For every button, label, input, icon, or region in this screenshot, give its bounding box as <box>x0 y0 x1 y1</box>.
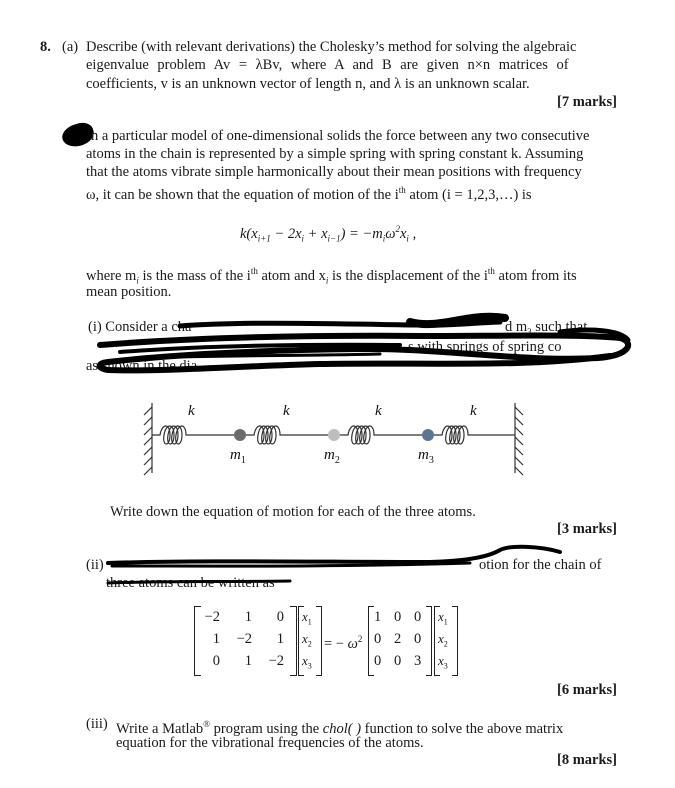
part-ii-label: (ii) <box>86 557 104 573</box>
mass-label-3: $m_3$ <box>418 447 434 466</box>
part-i-marks: [3 marks] <box>557 521 618 537</box>
equation-text: k(x <box>240 225 258 242</box>
part-i-instruction: Write down the equation of motion for each of the three atoms. <box>110 504 476 520</box>
question-number: 8. <box>40 39 51 55</box>
mass-label-1: $m_1$ <box>230 447 246 466</box>
rm-1-2: 0 <box>414 631 422 647</box>
rm-2-1: 0 <box>394 653 402 669</box>
where-part-2: is the mass of the i <box>138 267 251 284</box>
spring-label-4: k <box>470 403 477 419</box>
part-a-marks: [7 marks] <box>557 94 618 110</box>
lm-1-1: −2 <box>236 631 252 647</box>
where-part-4: is the displacement of the i <box>328 267 488 284</box>
part-iii-text-a: Write a Matlab <box>116 720 204 737</box>
part-ii-visible-end: otion for the chain of <box>479 557 602 573</box>
left-matrix-bracket-r <box>290 606 297 676</box>
lm-1-2: 1 <box>276 631 284 647</box>
x2-1: $x_1$ <box>438 609 448 627</box>
where-part-3: atom and x <box>257 267 326 284</box>
mass-label-2: $m_2$ <box>324 447 340 466</box>
part-i-mid: d $m_3$ such that <box>505 319 588 337</box>
x-1: $x_1$ <box>302 609 312 627</box>
part-i-start: (i) Consider a cha <box>88 319 192 335</box>
part-b-line-4-text: ω, it can be shown that the equation of motion of the i <box>86 186 399 203</box>
rm-2-2: 3 <box>414 653 422 669</box>
lm-2-1: 1 <box>244 653 252 669</box>
x-vector-bracket-r <box>316 606 322 676</box>
spring-label-2: k <box>283 403 290 419</box>
lm-0-0: −2 <box>204 609 220 625</box>
part-iii-line-2: equation for the vibrational frequencies of the atoms. <box>116 735 424 751</box>
lm-0-2: 0 <box>276 609 284 625</box>
where-line-2: mean position. <box>86 284 172 300</box>
part-i-mid-text: d m <box>505 319 528 335</box>
part-b-line-4-end: atom (i = 1,2,3,…) is <box>405 186 532 203</box>
chol-function: chol( ) <box>322 720 362 737</box>
x2-3: $x_3$ <box>438 653 448 671</box>
part-b-line-2: atoms in the chain is represented by a simple spring with spring constant k. Assuming <box>86 146 584 162</box>
x2-2: $x_2$ <box>438 631 448 649</box>
lm-0-1: 1 <box>244 609 252 625</box>
part-a-line-3: coefficients, v is an unknown vector of length n, and λ is an unknown scalar. <box>86 76 530 92</box>
part-iii-text-b: program using the <box>210 720 323 737</box>
part-i-mid-text-2: such that <box>531 319 588 335</box>
rm-1-0: 0 <box>374 631 382 647</box>
part-i-line-3: as shown in the dia <box>86 358 198 374</box>
part-ii-line-2: three atoms can be written as <box>106 575 275 591</box>
matrix-equation <box>190 606 480 676</box>
part-iii-marks: [8 marks] <box>557 752 618 768</box>
spring-label-1: k <box>188 403 195 419</box>
x-vector-2-bracket-r <box>452 606 458 676</box>
equation-of-motion: $k(x_{i+1} - 2x_i + x_{i-1}) = -m_i\omega^2x_i$ , <box>240 224 417 244</box>
right-matrix-bracket-r <box>426 606 432 676</box>
part-a-line-2: eigenvalue problem Av = λBv, where A and B are given n×n matrices of <box>86 57 569 73</box>
lm-2-2: −2 <box>268 653 284 669</box>
lm-2-0: 0 <box>212 653 220 669</box>
rm-0-1: 0 <box>394 609 402 625</box>
rm-2-0: 0 <box>374 653 382 669</box>
rm-0-0: 1 <box>374 609 382 625</box>
part-b-line-4-sup: th <box>398 185 406 195</box>
where-part-1: where m <box>86 267 137 284</box>
part-iii-label: (iii) <box>86 716 108 732</box>
registered-mark: ® <box>203 719 211 729</box>
where-line-1: where $m_i$ is the mass of the $i^{th}$ atom and $x_i$ is the displacement of the $i^{th}$ atom from its <box>86 266 577 286</box>
equals-sign: = − $\omega^2$ <box>324 634 363 652</box>
x-2: $x_2$ <box>302 631 312 649</box>
part-iii-text-c: function to solve the above matrix <box>361 720 564 737</box>
part-i-line-2: s with springs of spring co <box>408 339 562 355</box>
x-3: $x_3$ <box>302 653 312 671</box>
part-b-line-1: n a particular model of one-dimensional solids the force between any two consecutive <box>91 128 590 144</box>
where-part-5: atom from its <box>494 267 577 284</box>
rm-0-2: 0 <box>414 609 422 625</box>
rm-1-1: 2 <box>394 631 402 647</box>
part-b-line-3: that the atoms vibrate simple harmonically about their mean positions with frequency <box>86 164 582 180</box>
spring-label-3: k <box>375 403 382 419</box>
part-a-line-1: Describe (with relevant derivations) the Cholesky’s method for solving the algebraic <box>86 39 577 55</box>
part-ii-marks: [6 marks] <box>557 682 618 698</box>
lm-1-0: 1 <box>212 631 220 647</box>
part-a-label: (a) <box>62 39 79 55</box>
